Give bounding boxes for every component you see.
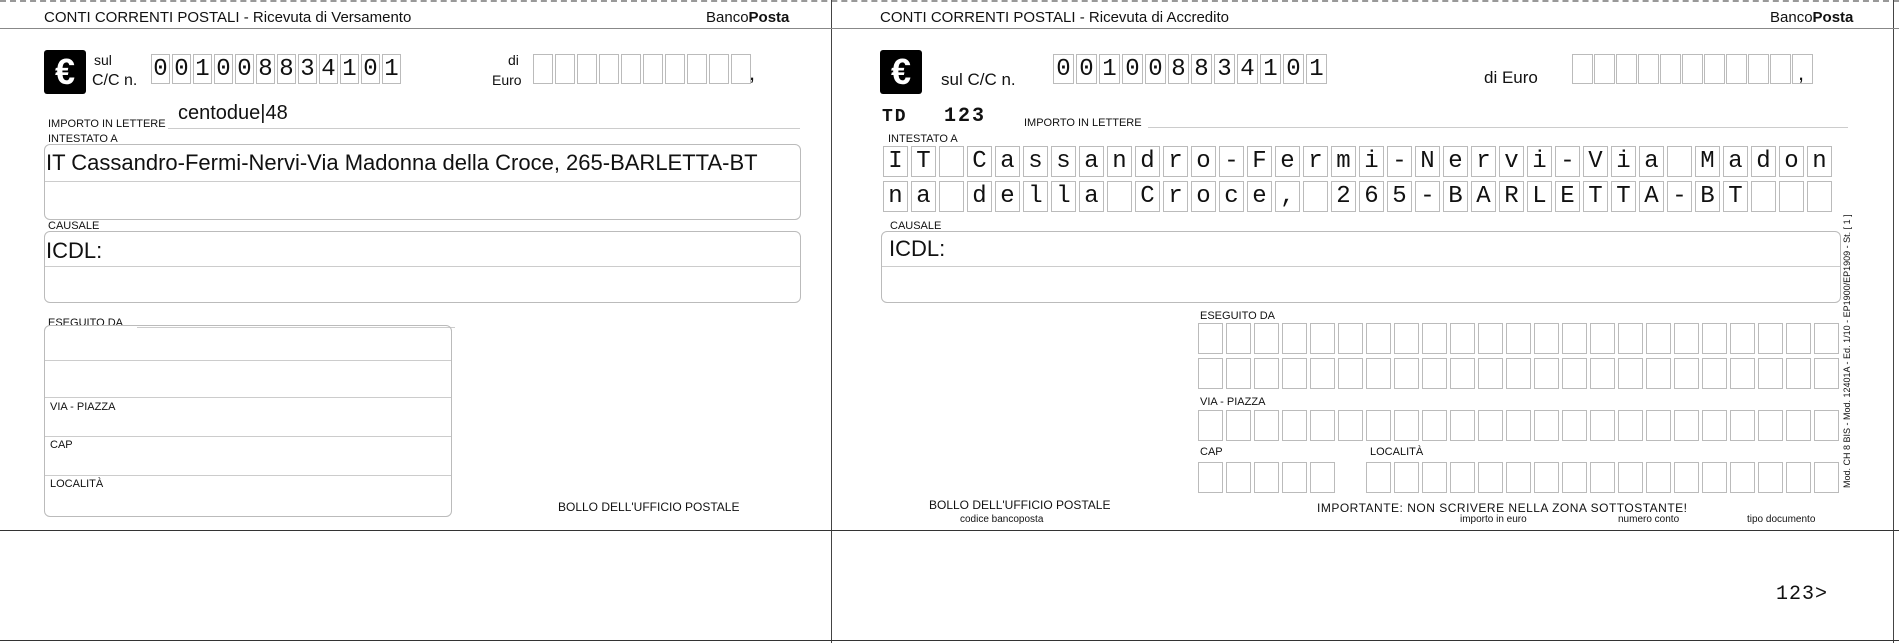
eseguito-char-cell bbox=[1450, 323, 1475, 354]
intestato-char-cell: n bbox=[1807, 146, 1832, 177]
amount-cell bbox=[1638, 54, 1659, 84]
localita-char-cell bbox=[1758, 462, 1783, 493]
intestato-char-cell: n bbox=[883, 181, 908, 212]
right-localita-field[interactable] bbox=[1366, 462, 1842, 493]
center-divider bbox=[831, 0, 832, 643]
amount-cell bbox=[1616, 54, 1637, 84]
intestato-char-cell: o bbox=[1191, 146, 1216, 177]
intestato-char-cell: r bbox=[1163, 146, 1188, 177]
account-digit-cell: 8 bbox=[256, 54, 275, 84]
left-eseguito-box[interactable] bbox=[44, 325, 452, 517]
eseguito-char-cell bbox=[1758, 323, 1783, 354]
localita-char-cell bbox=[1674, 462, 1699, 493]
eseguito-char-cell bbox=[1590, 358, 1615, 389]
right-edge bbox=[1893, 0, 1894, 643]
account-digit-cell: 8 bbox=[1168, 54, 1189, 84]
amount-cell bbox=[687, 54, 707, 84]
right-cap-field[interactable] bbox=[1198, 462, 1338, 493]
eseguito-char-cell bbox=[1506, 323, 1531, 354]
right-causale-label: CAUSALE bbox=[890, 220, 942, 232]
eseguito-char-cell bbox=[1198, 323, 1223, 354]
account-digit-cell: 0 bbox=[235, 54, 254, 84]
intestato-char-cell: - bbox=[1667, 181, 1692, 212]
via-char-cell bbox=[1366, 410, 1391, 441]
localita-char-cell bbox=[1702, 462, 1727, 493]
cap-digit-cell bbox=[1198, 462, 1223, 493]
intestato-char-cell bbox=[1107, 181, 1132, 212]
amount-cell bbox=[731, 54, 751, 84]
left-causale-box[interactable] bbox=[44, 231, 801, 303]
intestato-char-cell: r bbox=[1163, 181, 1188, 212]
via-char-cell bbox=[1282, 410, 1307, 441]
account-digit-cell: 4 bbox=[319, 54, 338, 84]
intestato-char-cell: M bbox=[1695, 146, 1720, 177]
amount-cell bbox=[1748, 54, 1769, 84]
eseguito-char-cell bbox=[1674, 323, 1699, 354]
right-td-value: 123 bbox=[944, 105, 987, 128]
eseguito-char-cell bbox=[1394, 358, 1419, 389]
left-euro-label: Euro bbox=[492, 72, 522, 88]
right-account-number bbox=[1053, 54, 1329, 84]
intestato-char-cell bbox=[939, 146, 964, 177]
bottom-zone-rule bbox=[0, 530, 1899, 531]
left-intestato-divider bbox=[45, 181, 800, 182]
intestato-char-cell: T bbox=[1611, 181, 1636, 212]
left-amount-comma: , bbox=[749, 60, 756, 85]
intestato-char-cell: , bbox=[1275, 181, 1300, 212]
intestato-char-cell: a bbox=[911, 181, 936, 212]
left-ccn-label: C/C n. bbox=[92, 72, 138, 89]
eseguito-char-cell bbox=[1366, 358, 1391, 389]
amount-cell bbox=[1660, 54, 1681, 84]
localita-char-cell bbox=[1450, 462, 1475, 493]
account-digit-cell: 1 bbox=[382, 54, 401, 84]
eseguito-char-cell bbox=[1478, 323, 1503, 354]
intestato-char-cell: C bbox=[1135, 181, 1160, 212]
via-char-cell bbox=[1786, 410, 1811, 441]
eseguito-char-cell bbox=[1534, 323, 1559, 354]
intestato-char-cell: d bbox=[1135, 146, 1160, 177]
intestato-char-cell: s bbox=[1023, 146, 1048, 177]
right-ocr-code: 123> bbox=[1776, 583, 1829, 606]
right-importo-line bbox=[1148, 127, 1848, 128]
amount-cell bbox=[1726, 54, 1747, 84]
right-eseguito-row-1[interactable] bbox=[1198, 323, 1842, 354]
eseguito-char-cell bbox=[1786, 323, 1811, 354]
intestato-char-cell bbox=[1303, 181, 1328, 212]
eseguito-char-cell bbox=[1702, 358, 1727, 389]
left-intestato-value: IT Cassandro-Fermi-Nervi-Via Madonna della Croce, 265-BARLETTA-BT bbox=[46, 150, 758, 175]
localita-char-cell bbox=[1422, 462, 1447, 493]
eseguito-char-cell bbox=[1646, 358, 1671, 389]
intestato-char-cell: s bbox=[1051, 146, 1076, 177]
amount-cell bbox=[1572, 54, 1593, 84]
via-char-cell bbox=[1534, 410, 1559, 441]
localita-char-cell bbox=[1590, 462, 1615, 493]
eseguito-char-cell bbox=[1814, 323, 1839, 354]
top-tear-line bbox=[0, 0, 1899, 2]
right-codice-label: codice bancoposta bbox=[960, 514, 1044, 525]
account-digit-cell: 1 bbox=[1306, 54, 1327, 84]
intestato-char-cell: a bbox=[1079, 146, 1104, 177]
right-side-code: Mod. CH 8 BIS - Mod. 12401A - Ed. 1/10 - EP1900/EP1909 - St. [ 1 ] bbox=[1842, 214, 1852, 488]
localita-char-cell bbox=[1730, 462, 1755, 493]
amount-cell bbox=[1682, 54, 1703, 84]
bottom-edge bbox=[0, 640, 1899, 641]
left-eseguito-divider-2 bbox=[45, 397, 451, 398]
via-char-cell bbox=[1674, 410, 1699, 441]
right-eseguito-row-2[interactable] bbox=[1198, 358, 1842, 389]
left-brand-logo: BancoPosta bbox=[706, 9, 790, 26]
intestato-char-cell: r bbox=[1303, 146, 1328, 177]
intestato-char-cell bbox=[1779, 181, 1804, 212]
right-eseguito-label: ESEGUITO DA bbox=[1200, 310, 1275, 322]
account-digit-cell: 0 bbox=[1076, 54, 1097, 84]
left-di-label: di bbox=[508, 52, 519, 68]
eseguito-char-cell bbox=[1226, 358, 1251, 389]
eseguito-char-cell bbox=[1562, 323, 1587, 354]
amount-cell bbox=[621, 54, 641, 84]
left-intestato-label: INTESTATO A bbox=[48, 133, 118, 145]
via-char-cell bbox=[1646, 410, 1671, 441]
intestato-char-cell: v bbox=[1499, 146, 1524, 177]
intestato-char-cell: 6 bbox=[1359, 181, 1384, 212]
via-char-cell bbox=[1590, 410, 1615, 441]
left-eseguito-divider-3 bbox=[45, 436, 451, 437]
eseguito-char-cell bbox=[1534, 358, 1559, 389]
account-digit-cell: 8 bbox=[277, 54, 296, 84]
cap-digit-cell bbox=[1282, 462, 1307, 493]
account-digit-cell: 0 bbox=[214, 54, 233, 84]
intestato-char-cell: e bbox=[1275, 146, 1300, 177]
via-char-cell bbox=[1814, 410, 1839, 441]
intestato-char-cell: I bbox=[883, 146, 908, 177]
account-digit-cell: 3 bbox=[298, 54, 317, 84]
intestato-char-cell: A bbox=[1471, 181, 1496, 212]
eseguito-char-cell bbox=[1394, 323, 1419, 354]
intestato-char-cell: F bbox=[1247, 146, 1272, 177]
intestato-char-cell: e bbox=[995, 181, 1020, 212]
right-header-title: CONTI CORRENTI POSTALI - Ricevuta di Accredito bbox=[880, 9, 1229, 26]
via-char-cell bbox=[1702, 410, 1727, 441]
right-causale-box[interactable] bbox=[881, 231, 1841, 303]
via-char-cell bbox=[1422, 410, 1447, 441]
right-intestato-row-1[interactable] bbox=[883, 146, 1835, 177]
account-digit-cell: 3 bbox=[1214, 54, 1235, 84]
right-td-label: TD bbox=[882, 107, 908, 127]
right-bollo-label: BOLLO DELL'UFFICIO POSTALE bbox=[929, 498, 1111, 512]
right-importo-label: IMPORTO IN LETTERE bbox=[1024, 117, 1142, 129]
intestato-char-cell: a bbox=[1639, 146, 1664, 177]
left-eseguito-divider-1 bbox=[45, 360, 451, 361]
intestato-char-cell: n bbox=[1107, 146, 1132, 177]
left-sul-label: sul bbox=[94, 52, 112, 68]
right-causale-value: ICDL: bbox=[889, 236, 946, 261]
eseguito-char-cell bbox=[1450, 358, 1475, 389]
via-char-cell bbox=[1338, 410, 1363, 441]
eseguito-char-cell bbox=[1282, 358, 1307, 389]
left-causale-value: ICDL: bbox=[46, 238, 103, 263]
right-di-euro-label: di Euro bbox=[1484, 68, 1538, 87]
eseguito-char-cell bbox=[1618, 358, 1643, 389]
intestato-char-cell: T bbox=[1723, 181, 1748, 212]
account-digit-cell: 0 bbox=[1053, 54, 1074, 84]
localita-char-cell bbox=[1646, 462, 1671, 493]
intestato-char-cell: - bbox=[1415, 181, 1440, 212]
right-importo-euro-label: importo in euro bbox=[1460, 514, 1527, 525]
header-rule bbox=[0, 28, 1899, 29]
right-localita-label: LOCALITÀ bbox=[1370, 446, 1424, 458]
eseguito-char-cell bbox=[1226, 323, 1251, 354]
amount-cell bbox=[1770, 54, 1791, 84]
right-causale-divider bbox=[882, 266, 1840, 267]
account-digit-cell: 1 bbox=[1260, 54, 1281, 84]
right-euro-icon: € bbox=[880, 50, 922, 94]
right-numero-conto-label: numero conto bbox=[1618, 514, 1680, 525]
eseguito-char-cell bbox=[1730, 323, 1755, 354]
eseguito-char-cell bbox=[1646, 323, 1671, 354]
intestato-char-cell: a bbox=[1723, 146, 1748, 177]
account-digit-cell: 0 bbox=[1122, 54, 1143, 84]
intestato-char-cell: T bbox=[1583, 181, 1608, 212]
eseguito-char-cell bbox=[1730, 358, 1755, 389]
left-importo-value[interactable]: centodue|48 bbox=[178, 102, 288, 124]
intestato-char-cell: a bbox=[1079, 181, 1104, 212]
eseguito-char-cell bbox=[1506, 358, 1531, 389]
intestato-char-cell: c bbox=[1219, 181, 1244, 212]
cap-digit-cell bbox=[1226, 462, 1251, 493]
amount-cell bbox=[533, 54, 553, 84]
eseguito-char-cell bbox=[1422, 358, 1447, 389]
eseguito-char-cell bbox=[1562, 358, 1587, 389]
intestato-char-cell: - bbox=[1387, 146, 1412, 177]
intestato-char-cell: - bbox=[1555, 146, 1580, 177]
eseguito-char-cell bbox=[1814, 358, 1839, 389]
left-eseguito-label: ESEGUITO DA bbox=[48, 317, 123, 329]
account-digit-cell: 0 bbox=[151, 54, 170, 84]
eseguito-char-cell bbox=[1366, 323, 1391, 354]
amount-cell bbox=[1704, 54, 1725, 84]
right-ccn-label: sul C/C n. bbox=[941, 70, 1016, 89]
amount-cell bbox=[1594, 54, 1615, 84]
eseguito-char-cell bbox=[1422, 323, 1447, 354]
intestato-char-cell: V bbox=[1583, 146, 1608, 177]
right-amount-field[interactable] bbox=[1572, 54, 1814, 84]
eseguito-char-cell bbox=[1338, 358, 1363, 389]
right-importante-label: IMPORTANTE: NON SCRIVERE NELLA ZONA SOTTOSTANTE! bbox=[1317, 501, 1688, 515]
left-causale-label: CAUSALE bbox=[48, 220, 100, 232]
intestato-char-cell: l bbox=[1051, 181, 1076, 212]
amount-cell bbox=[555, 54, 575, 84]
intestato-char-cell: C bbox=[967, 146, 992, 177]
eseguito-char-cell bbox=[1338, 323, 1363, 354]
right-tipo-documento-label: tipo documento bbox=[1747, 514, 1816, 525]
localita-char-cell bbox=[1394, 462, 1419, 493]
cap-digit-cell bbox=[1310, 462, 1335, 493]
intestato-char-cell: m bbox=[1331, 146, 1356, 177]
account-digit-cell: 1 bbox=[340, 54, 359, 84]
account-digit-cell: 0 bbox=[1283, 54, 1304, 84]
localita-char-cell bbox=[1618, 462, 1643, 493]
intestato-char-cell: o bbox=[1779, 146, 1804, 177]
left-bollo-label: BOLLO DELL'UFFICIO POSTALE bbox=[558, 500, 740, 514]
account-digit-cell: 8 bbox=[1191, 54, 1212, 84]
localita-char-cell bbox=[1478, 462, 1503, 493]
via-char-cell bbox=[1730, 410, 1755, 441]
localita-char-cell bbox=[1534, 462, 1559, 493]
left-cap-label: CAP bbox=[50, 439, 73, 451]
intestato-char-cell: d bbox=[967, 181, 992, 212]
via-char-cell bbox=[1506, 410, 1531, 441]
left-importo-line bbox=[168, 128, 800, 129]
cap-digit-cell bbox=[1254, 462, 1279, 493]
account-digit-cell: 0 bbox=[172, 54, 191, 84]
via-char-cell bbox=[1254, 410, 1279, 441]
amount-cell bbox=[599, 54, 619, 84]
intestato-char-cell: d bbox=[1751, 146, 1776, 177]
via-char-cell bbox=[1310, 410, 1335, 441]
amount-cell bbox=[577, 54, 597, 84]
intestato-char-cell: a bbox=[995, 146, 1020, 177]
intestato-char-cell: i bbox=[1527, 146, 1552, 177]
intestato-char-cell: B bbox=[1695, 181, 1720, 212]
right-amount-comma: , bbox=[1798, 60, 1805, 85]
localita-char-cell bbox=[1814, 462, 1839, 493]
account-digit-cell: 1 bbox=[1099, 54, 1120, 84]
right-via-label: VIA - PIAZZA bbox=[1200, 396, 1266, 408]
eseguito-char-cell bbox=[1310, 323, 1335, 354]
eseguito-char-cell bbox=[1674, 358, 1699, 389]
account-digit-cell: 4 bbox=[1237, 54, 1258, 84]
left-header-title: CONTI CORRENTI POSTALI - Ricevuta di Versamento bbox=[44, 9, 412, 26]
intestato-char-cell: e bbox=[1443, 146, 1468, 177]
eseguito-char-cell bbox=[1786, 358, 1811, 389]
via-char-cell bbox=[1478, 410, 1503, 441]
localita-char-cell bbox=[1506, 462, 1531, 493]
intestato-char-cell: T bbox=[911, 146, 936, 177]
intestato-char-cell: r bbox=[1471, 146, 1496, 177]
intestato-char-cell: 5 bbox=[1387, 181, 1412, 212]
eseguito-char-cell bbox=[1478, 358, 1503, 389]
eseguito-char-cell bbox=[1282, 323, 1307, 354]
via-char-cell bbox=[1562, 410, 1587, 441]
intestato-char-cell: e bbox=[1247, 181, 1272, 212]
via-char-cell bbox=[1226, 410, 1251, 441]
eseguito-char-cell bbox=[1254, 323, 1279, 354]
left-via-label: VIA - PIAZZA bbox=[50, 401, 116, 413]
intestato-char-cell: L bbox=[1527, 181, 1552, 212]
via-char-cell bbox=[1394, 410, 1419, 441]
intestato-char-cell: B bbox=[1443, 181, 1468, 212]
eseguito-char-cell bbox=[1254, 358, 1279, 389]
right-intestato-label: INTESTATO A bbox=[888, 133, 958, 145]
eseguito-char-cell bbox=[1198, 358, 1223, 389]
account-digit-cell: 1 bbox=[193, 54, 212, 84]
account-digit-cell: 0 bbox=[361, 54, 380, 84]
intestato-char-cell: i bbox=[1359, 146, 1384, 177]
intestato-char-cell: N bbox=[1415, 146, 1440, 177]
left-localita-label: LOCALITÀ bbox=[50, 478, 104, 490]
left-eseguito-divider-4 bbox=[45, 475, 451, 476]
amount-cell bbox=[643, 54, 663, 84]
localita-char-cell bbox=[1366, 462, 1391, 493]
left-account-number bbox=[151, 54, 403, 84]
via-char-cell bbox=[1198, 410, 1223, 441]
intestato-char-cell bbox=[939, 181, 964, 212]
localita-char-cell bbox=[1562, 462, 1587, 493]
right-via-row[interactable] bbox=[1198, 410, 1842, 441]
eseguito-char-cell bbox=[1702, 323, 1727, 354]
intestato-char-cell: - bbox=[1219, 146, 1244, 177]
localita-char-cell bbox=[1786, 462, 1811, 493]
intestato-char-cell: E bbox=[1555, 181, 1580, 212]
intestato-char-cell bbox=[1667, 146, 1692, 177]
amount-cell bbox=[665, 54, 685, 84]
left-euro-icon: € bbox=[44, 50, 86, 94]
intestato-char-cell: A bbox=[1639, 181, 1664, 212]
via-char-cell bbox=[1758, 410, 1783, 441]
intestato-char-cell bbox=[1807, 181, 1832, 212]
right-intestato-row-2[interactable] bbox=[883, 181, 1835, 212]
intestato-char-cell: 2 bbox=[1331, 181, 1356, 212]
intestato-char-cell: R bbox=[1499, 181, 1524, 212]
account-digit-cell: 0 bbox=[1145, 54, 1166, 84]
intestato-char-cell: l bbox=[1023, 181, 1048, 212]
via-char-cell bbox=[1618, 410, 1643, 441]
via-char-cell bbox=[1450, 410, 1475, 441]
intestato-char-cell bbox=[1751, 181, 1776, 212]
eseguito-char-cell bbox=[1758, 358, 1783, 389]
eseguito-char-cell bbox=[1310, 358, 1335, 389]
amount-cell bbox=[709, 54, 729, 84]
left-causale-divider bbox=[45, 266, 800, 267]
eseguito-char-cell bbox=[1618, 323, 1643, 354]
left-amount-field[interactable] bbox=[533, 54, 756, 85]
right-cap-label: CAP bbox=[1200, 446, 1223, 458]
intestato-char-cell: i bbox=[1611, 146, 1636, 177]
right-brand-logo: BancoPosta bbox=[1770, 9, 1854, 26]
left-importo-label: IMPORTO IN LETTERE bbox=[48, 118, 166, 130]
eseguito-char-cell bbox=[1590, 323, 1615, 354]
intestato-char-cell: o bbox=[1191, 181, 1216, 212]
